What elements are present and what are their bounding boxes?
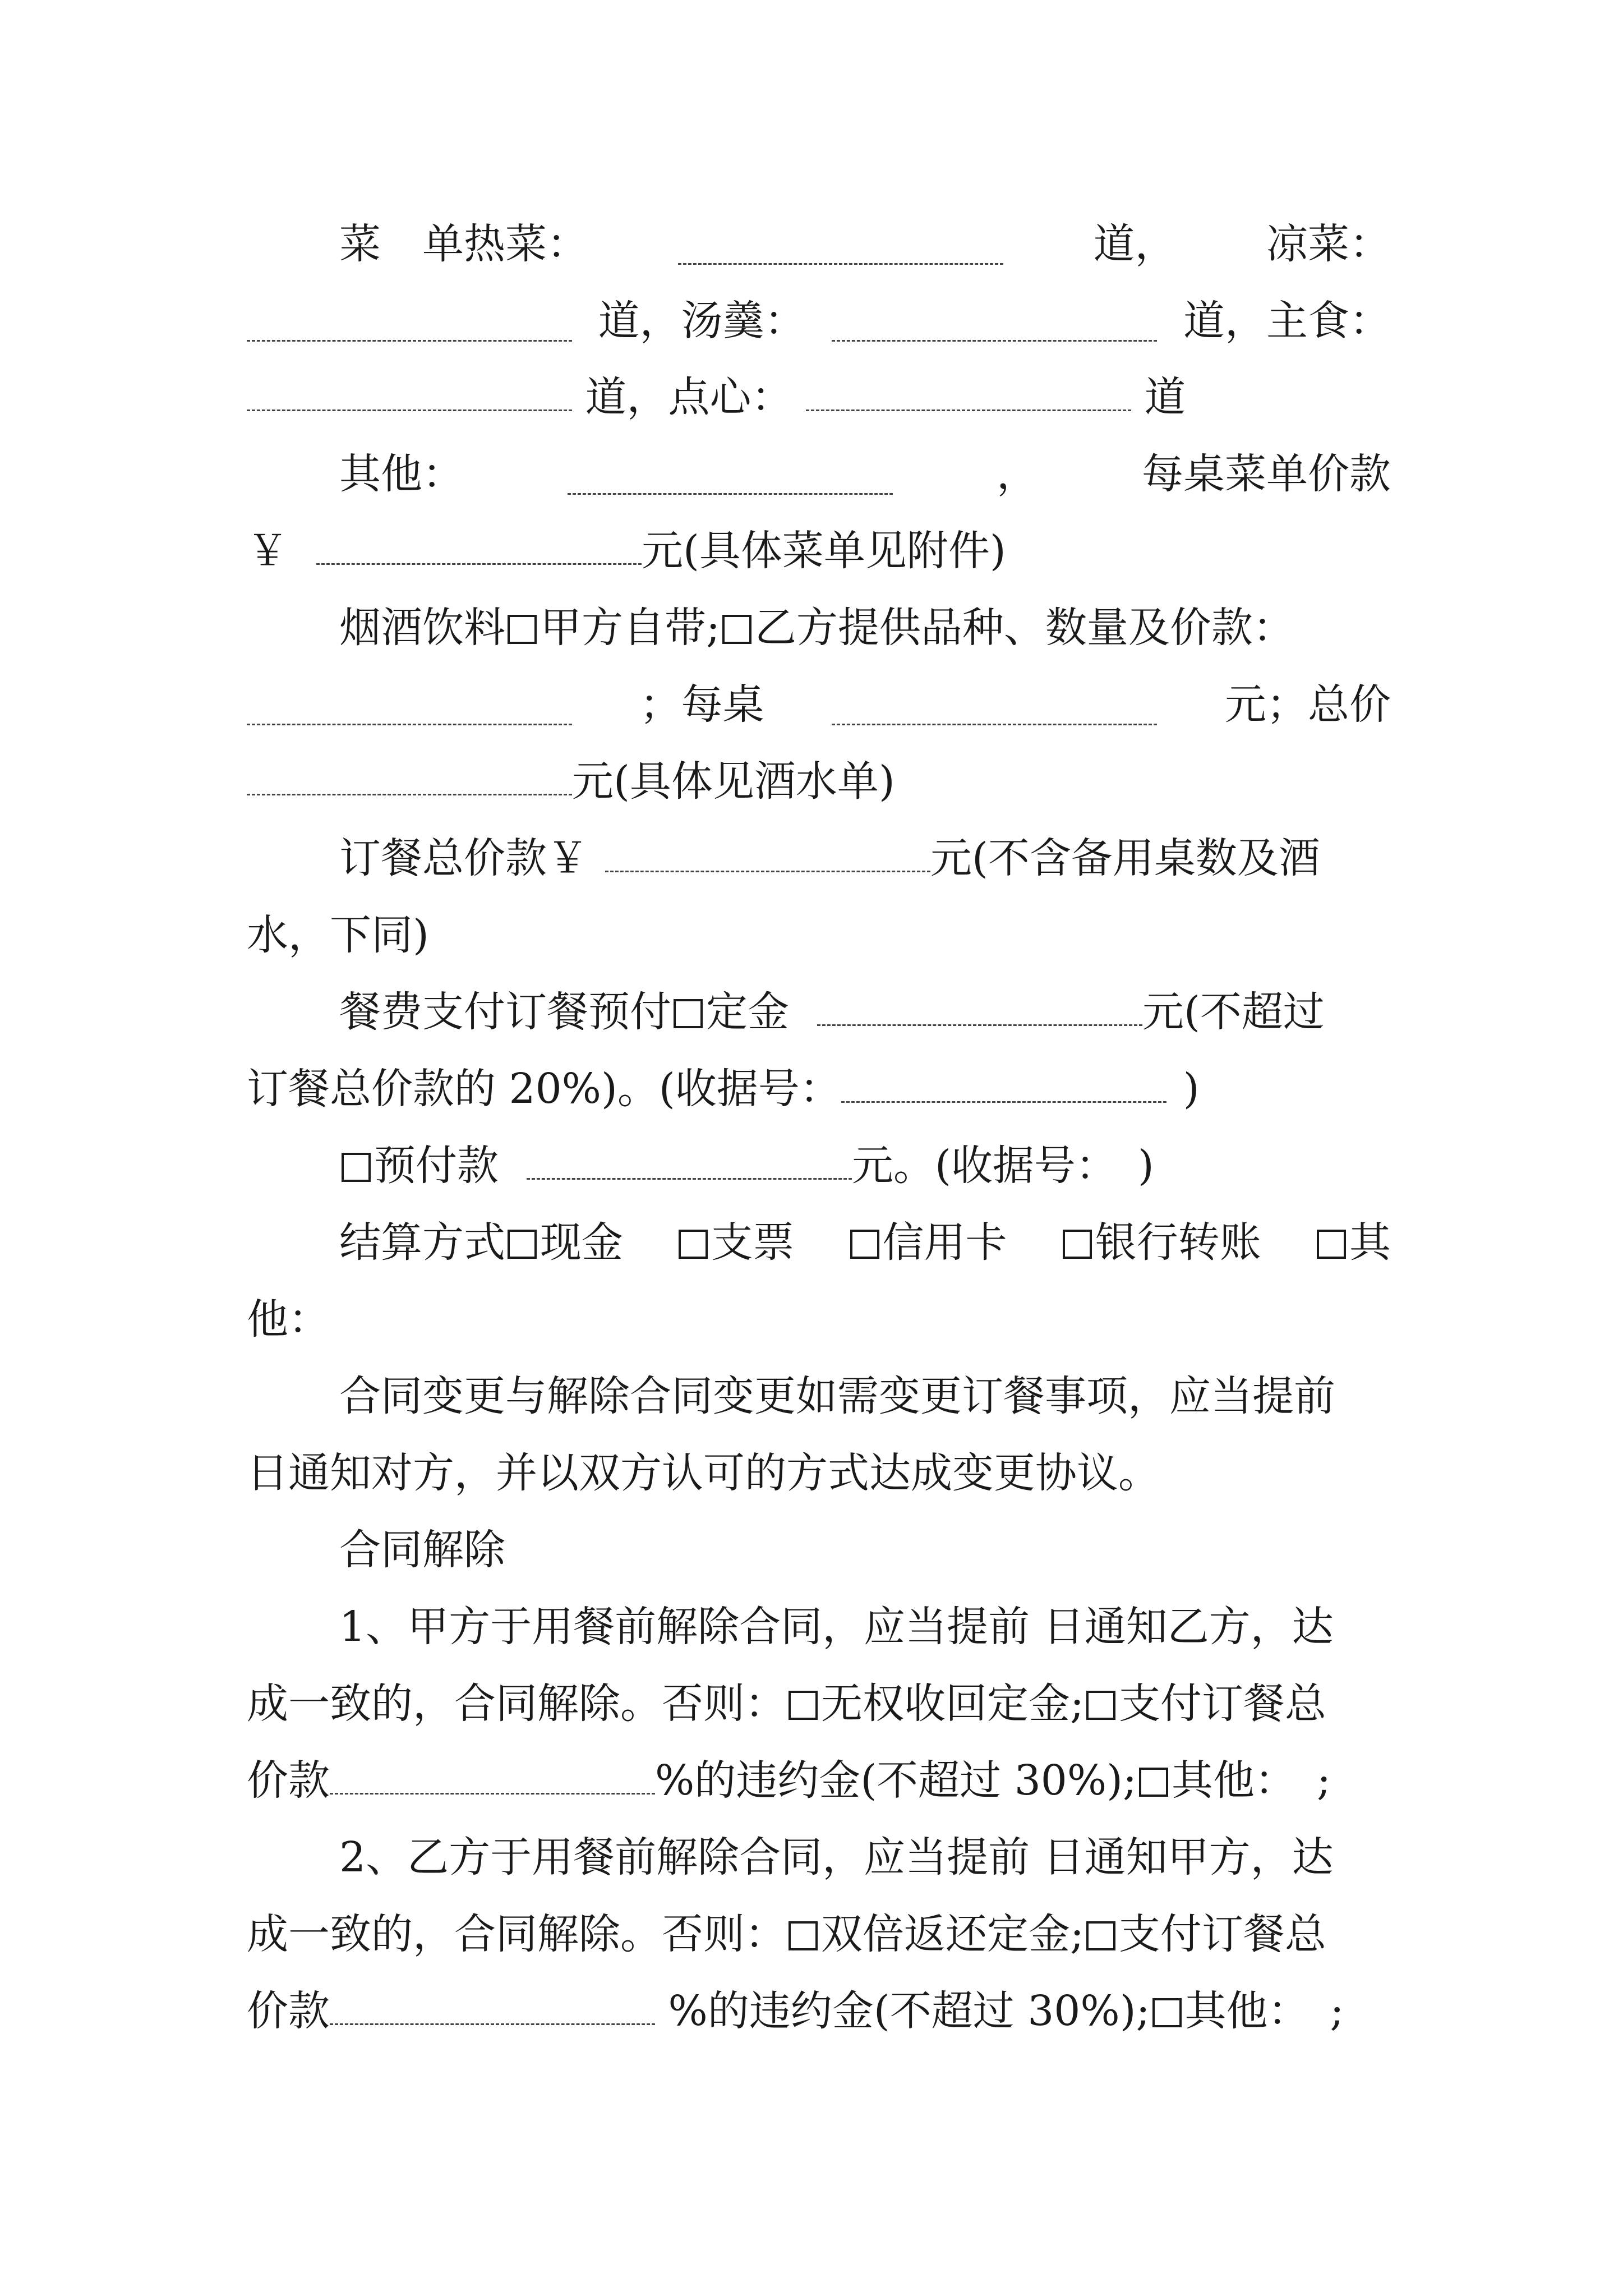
clause-1-text-2: 成一致的，合同解除。否则： (247, 1680, 786, 1728)
drinks-line (339, 597, 1391, 659)
price-per-table-blank[interactable] (316, 524, 642, 565)
clause-1-line-1 (339, 1596, 1391, 1658)
other-payment-label: 其 (1349, 1218, 1391, 1267)
menu-unit-5: 道 (1144, 373, 1186, 421)
double-refund-label: 双倍返还定金; (821, 1910, 1084, 1958)
cash-label: 现金 (540, 1218, 623, 1267)
yen-sign: ￥ (247, 527, 288, 575)
clause-2-text-1: 2、乙方于用餐前解除合同，应当提前 日通知甲方，达 (339, 1833, 1334, 1881)
clause-2-line-2 (247, 1903, 1391, 1965)
clause-1-text-1: 1、甲方于用餐前解除合同，应当提前 日通知乙方，达 (339, 1603, 1334, 1651)
cold-dish-count-blank[interactable] (247, 301, 572, 342)
order-total-cont-line (247, 904, 1391, 966)
menu-line-2 (247, 290, 1391, 352)
menu-dessert-label: 道，点心： (585, 373, 793, 421)
order-total-tail: 元(不含备用桌数及酒 (930, 834, 1320, 882)
termination-title: 合同解除 (339, 1526, 505, 1574)
credit-card-checkbox[interactable] (850, 1230, 879, 1259)
termination-title-line (339, 1519, 1391, 1581)
clause-1-price-label: 价款 (247, 1756, 330, 1805)
bank-transfer-label: 银行转账 (1095, 1218, 1261, 1267)
other-line (339, 443, 1391, 505)
settlement-cont: 他： (247, 1295, 330, 1343)
prepay-line (339, 1135, 1391, 1197)
drinks-per-table-blank[interactable] (832, 684, 1157, 725)
price-tail: 元(具体菜单见附件) (642, 527, 1006, 575)
clause-2-penalty-text: %的违约金(不超过 30%); (655, 1987, 1150, 2035)
bank-transfer-checkbox[interactable] (1063, 1230, 1092, 1259)
prepay-checkbox[interactable] (342, 1153, 371, 1182)
self-bring-label: 甲方自带; (540, 604, 720, 652)
prepay-amount-blank[interactable] (527, 1139, 852, 1180)
deposit-checkbox[interactable] (674, 999, 703, 1028)
clause-1-penalty-checkbox[interactable] (1086, 1691, 1115, 1720)
staple-count-blank[interactable] (247, 370, 572, 411)
payment-cont: 订餐总价款的 20%)。(收据号： (247, 1065, 841, 1113)
forfeit-deposit-checkbox[interactable] (789, 1691, 818, 1720)
other-payment-checkbox[interactable] (1317, 1230, 1346, 1259)
clause-2-line-3 (247, 1980, 1391, 2042)
prepay-label: 预付款 (374, 1142, 499, 1190)
receipt-number-blank[interactable] (841, 1062, 1166, 1103)
provide-checkbox[interactable] (722, 615, 751, 644)
other-label: 其他： (339, 450, 464, 498)
other-comma: ， (997, 450, 1038, 498)
clause-2-line-1 (339, 1826, 1391, 1888)
menu-cold-label: 凉菜： (1266, 220, 1391, 268)
clause-1-other-label: 其他： ; (1172, 1756, 1331, 1805)
deposit-tail: 元(不超过 (1142, 988, 1325, 1036)
clause-2-penalty-checkbox[interactable] (1086, 1921, 1115, 1950)
drinks-detail-blank[interactable] (247, 684, 572, 725)
drinks-total-line (247, 751, 1391, 812)
menu-line-1 (339, 213, 1391, 275)
menu-line-3 (247, 366, 1391, 428)
other-blank[interactable] (568, 454, 893, 495)
hot-dish-count-blank[interactable] (678, 224, 1003, 265)
cheque-label: 支票 (711, 1218, 795, 1267)
clause-2-other-label: 其他： ; (1184, 1987, 1344, 2035)
forfeit-deposit-label: 无权收回定金; (821, 1680, 1084, 1728)
soup-count-blank[interactable] (832, 301, 1157, 342)
per-table-label: ；每桌 (639, 680, 764, 729)
price-per-table-label: 每桌菜单价款 (1142, 450, 1391, 498)
clause-2-text-2: 成一致的，合同解除。否则： (247, 1910, 786, 1958)
menu-hot-label: 菜 单热菜： (339, 220, 588, 268)
drinks-price-line (247, 674, 1391, 735)
clause-1-penalty-text: %的违约金(不超过 30%); (655, 1756, 1137, 1805)
change-text-1: 合同变更与解除合同变更如需变更订餐事项，应当提前 (339, 1372, 1335, 1420)
total-price-label: 元；总价 (1224, 680, 1391, 729)
drinks-label: 烟酒饮料 (339, 604, 505, 652)
double-refund-checkbox[interactable] (789, 1921, 818, 1950)
payment-line (339, 981, 1391, 1043)
payment-close: ) (1183, 1065, 1200, 1113)
provide-label: 乙方提供品种、数量及价款： (754, 604, 1294, 652)
clause-2-other-checkbox[interactable] (1152, 1998, 1182, 2027)
clause-1-other-checkbox[interactable] (1139, 1768, 1168, 1797)
menu-unit-1: 道， (1093, 220, 1177, 268)
payment-label: 餐费支付订餐预付 (339, 988, 671, 1036)
clause-2-percent-blank[interactable] (330, 1984, 655, 2025)
order-total-label: 订餐总价款￥ (339, 834, 588, 882)
clause-1-percent-blank[interactable] (330, 1754, 655, 1795)
clause-2-penalty-label: 支付订餐总 (1118, 1910, 1326, 1958)
change-text-2: 日通知对方，并以双方认可的方式达成变更协议。 (247, 1449, 1160, 1497)
settlement-line (339, 1212, 1391, 1273)
price-line (247, 520, 1391, 582)
cheque-checkbox[interactable] (679, 1230, 708, 1259)
menu-staple-label: 道，主食： (1183, 297, 1391, 345)
change-line-1 (339, 1365, 1391, 1427)
cash-checkbox[interactable] (508, 1230, 537, 1259)
deposit-amount-blank[interactable] (817, 985, 1142, 1026)
clause-1-line-2 (247, 1673, 1391, 1734)
settlement-label: 结算方式 (339, 1218, 505, 1267)
self-bring-checkbox[interactable] (508, 615, 537, 644)
clause-2-price-label: 价款 (247, 1987, 330, 2035)
clause-1-penalty-label: 支付订餐总 (1118, 1680, 1326, 1728)
deposit-label: 定金 (706, 988, 789, 1036)
prepay-tail: 元。(收据号： ) (852, 1142, 1154, 1190)
order-total-cont: 水，下同) (247, 911, 429, 959)
drinks-tail: 元(具体见酒水单) (572, 757, 895, 806)
order-total-line (339, 827, 1391, 889)
order-total-blank[interactable] (605, 831, 930, 872)
clause-1-line-3 (247, 1750, 1391, 1811)
change-line-2 (247, 1442, 1391, 1504)
settlement-cont-line (247, 1289, 1391, 1350)
payment-cont-line (247, 1058, 1391, 1120)
credit-card-label: 信用卡 (882, 1218, 1007, 1267)
menu-soup-label: 道，汤羹： (598, 297, 806, 345)
dessert-count-blank[interactable] (806, 370, 1131, 411)
drinks-total-blank[interactable] (247, 754, 572, 795)
